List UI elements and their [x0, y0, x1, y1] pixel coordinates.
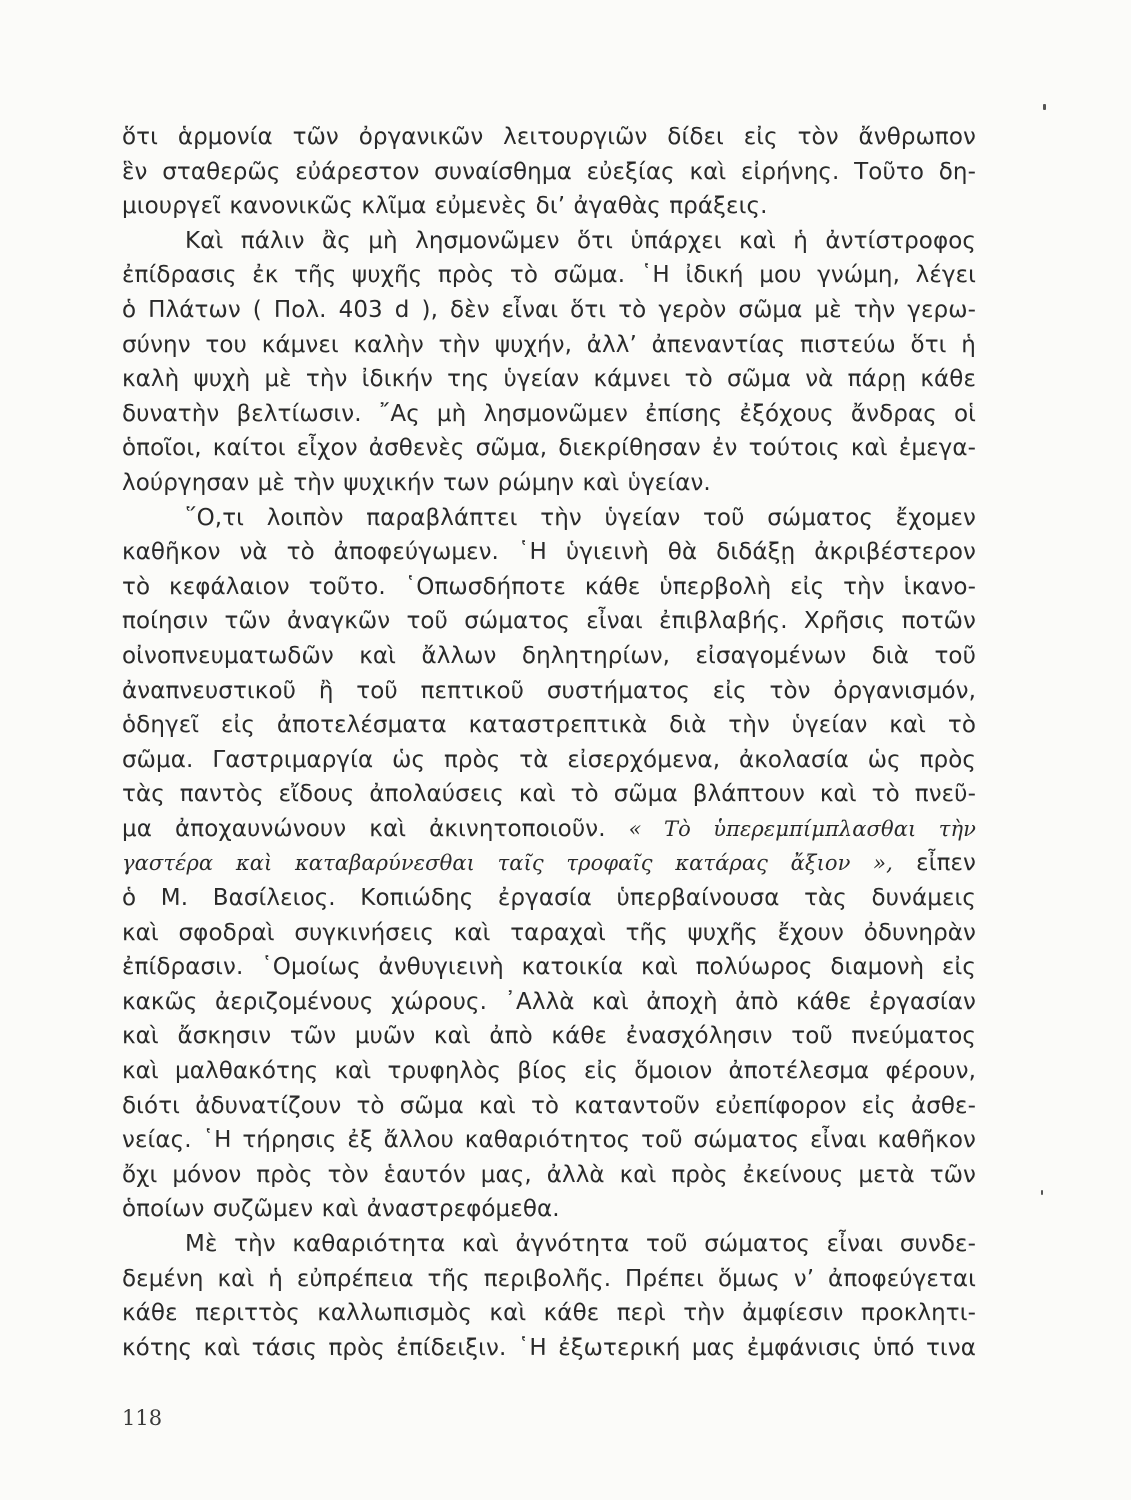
- text-line: τὸ κεφάλαιον τοῦτο. ῾Οπωσδήποτε κάθε ὑπερβολὴ εἰς τὴν ἱκανο-: [122, 573, 976, 600]
- text-line: ἓν σταθερῶς εὐάρεστον συναίσθημα εὐεξίας καὶ εἰρήνης. Τοῦτο δη-: [122, 158, 976, 185]
- text-line: ποίησιν τῶν ἀναγκῶν τοῦ σώματος εἶναι ἐπιβλαβής. Χρῆσις ποτῶν: [122, 608, 976, 635]
- text-line: δυνατὴν βελτίωσιν. ῎Ας μὴ λησμονῶμεν ἐπίσης ἐξόχους ἄνδρας οἱ: [122, 400, 976, 427]
- text-line: καθῆκον νὰ τὸ ἀποφεύγωμεν. ῾Η ὑγιεινὴ θὰ διδάξῃ ἀκριβέστερον: [122, 539, 976, 566]
- text-line: κακῶς ἀεριζομένους χώρους. ᾿Αλλὰ καὶ ἀποχὴ ἀπὸ κάθε ἐργασίαν: [122, 988, 976, 1015]
- text-line: λούργησαν μὲ τὴν ψυχικήν των ρώμην καὶ ὑγείαν.: [122, 469, 711, 496]
- text-line: ὄχι μόνον πρὸς τὸν ἑαυτόν μας, ἀλλὰ καὶ πρὸς ἐκείνους μετὰ τῶν: [122, 1161, 976, 1188]
- text-line: οἰνοπνευματωδῶν καὶ ἄλλων δηλητηρίων, εἰσαγομένων διὰ τοῦ: [122, 642, 976, 669]
- text-line: ὁποῖοι, καίτοι εἶχον ἀσθενὲς σῶμα, διεκρίθησαν ἐν τούτοις καὶ ἐμεγα-: [122, 435, 976, 462]
- text-line: ὁ Μ. Βασίλειος. Κοπιώδης ἐργασία ὑπερβαίνουσα τὰς δυνάμεις: [122, 885, 976, 912]
- text-line: ἐπίδρασις ἐκ τῆς ψυχῆς πρὸς τὸ σῶμα. ῾Η ἰδική μου γνώμη, λέγει: [122, 262, 976, 289]
- text-line: τὰς παντὸς εἴδους ἀπολαύσεις καὶ τὸ σῶμα βλάπτουν καὶ τὸ πνεῦ-: [122, 781, 976, 808]
- paragraph-start-line: ῞Ο,τι λοιπὸν παραβλάπτει τὴν ὑγείαν τοῦ σώματος ἔχομεν: [185, 504, 976, 531]
- text-line-with-quote: [122, 846, 976, 881]
- text-line: καὶ σφοδραὶ συγκινήσεις καὶ ταραχαὶ τῆς ψυχῆς ἔχουν ὀδυνηρὰν: [122, 919, 976, 946]
- text-line: καλὴ ψυχὴ μὲ τὴν ἰδικήν της ὑγείαν κάμνει τὸ σῶμα νὰ πάρῃ κάθε: [122, 366, 976, 393]
- text-fragment: εἶπεν: [916, 850, 976, 877]
- body-text: [122, 120, 976, 1365]
- paragraph-start-line: Καὶ πάλιν ἂς μὴ λησμονῶμεν ὅτι ὑπάρχει καὶ ἡ ἀντίστροφος: [185, 227, 976, 254]
- text-line: μιουργεῖ κανονικῶς κλῖμα εὐμενὲς δι’ ἀγαθὰς πράξεις.: [122, 193, 768, 220]
- text-line: καὶ ἄσκησιν τῶν μυῶν καὶ ἀπὸ κάθε ἐνασχόλησιν τοῦ πνεύματος: [122, 1023, 976, 1050]
- text-line: καὶ μαλθακότης καὶ τρυφηλὸς βίος εἰς ὅμοιον ἀποτέλεσμα φέρουν,: [122, 1058, 976, 1085]
- text-line: ἀναπνευστικοῦ ἢ τοῦ πεπτικοῦ συστήματος εἰς τὸν ὀργανισμόν,: [122, 677, 976, 704]
- text-line-with-quote: [122, 812, 976, 847]
- text-line: νείας. ῾Η τήρησις ἐξ ἄλλου καθαριότητος τοῦ σώματος εἶναι καθῆκον: [122, 1127, 976, 1154]
- text-line: δεμένη καὶ ἡ εὐπρέπεια τῆς περιβολῆς. Πρέπει ὅμως ν’ ἀποφεύγεται: [122, 1265, 976, 1292]
- text-line: ὁδηγεῖ εἰς ἀποτελέσματα καταστρεπτικὰ διὰ τὴν ὑγείαν καὶ τὸ: [122, 712, 976, 739]
- text-line: κάθε περιττὸς καλλωπισμὸς καὶ κάθε περὶ τὴν ἀμφίεσιν προκλητι-: [122, 1300, 976, 1327]
- text-line: ὅτι ἁρμονία τῶν ὀργανικῶν λειτουργιῶν δίδει εἰς τὸν ἄνθρωπον: [122, 124, 976, 150]
- paragraph-start-line: Μὲ τὴν καθαριότητα καὶ ἀγνότητα τοῦ σώματος εἶναι συνδε-: [185, 1231, 976, 1257]
- quote-fragment: γαστέρα καὶ καταβαρύνεσθαι ταῖς τροφαῖς κατάρας ἄξιον »,: [122, 851, 893, 876]
- text-line: διότι ἀδυνατίζουν τὸ σῶμα καὶ τὸ καταντοῦν εὐεπίφορον εἰς ἀσθε-: [122, 1092, 976, 1119]
- text-line: σῶμα. Γαστριμαργία ὡς πρὸς τὰ εἰσερχόμενα, ἀκολασία ὡς πρὸς: [122, 746, 976, 773]
- scan-speck: [1041, 1190, 1043, 1195]
- quote-fragment: « Τὸ ὑπερεμπίμπλασθαι τὴν: [628, 816, 976, 841]
- page-number: 118: [122, 1406, 163, 1430]
- text-line: ὁ Πλάτων ( Πολ. 403 d ), δὲν εἶναι ὅτι τὸ γερὸν σῶμα μὲ τὴν γερω-: [122, 296, 976, 323]
- scan-speck: [1043, 104, 1046, 110]
- text-fragment: μα ἀποχαυνώνουν καὶ ἀκινητοποιοῦν.: [122, 815, 606, 842]
- text-line: σύνην του κάμνει καλὴν τὴν ψυχήν, ἀλλ’ ἀπεναντίας πιστεύω ὅτι ἡ: [122, 331, 976, 358]
- text-line: κότης καὶ τάσις πρὸς ἐπίδειξιν. ῾Η ἐξωτερική μας ἐμφάνισις ὑπό τινα: [122, 1334, 976, 1361]
- text-line: ἐπίδρασιν. ῾Ομοίως ἀνθυγιεινὴ κατοικία καὶ πολύωρος διαμονὴ εἰς: [122, 954, 976, 981]
- text-line: ὁποίων συζῶμεν καὶ ἀναστρεφόμεθα.: [122, 1196, 560, 1223]
